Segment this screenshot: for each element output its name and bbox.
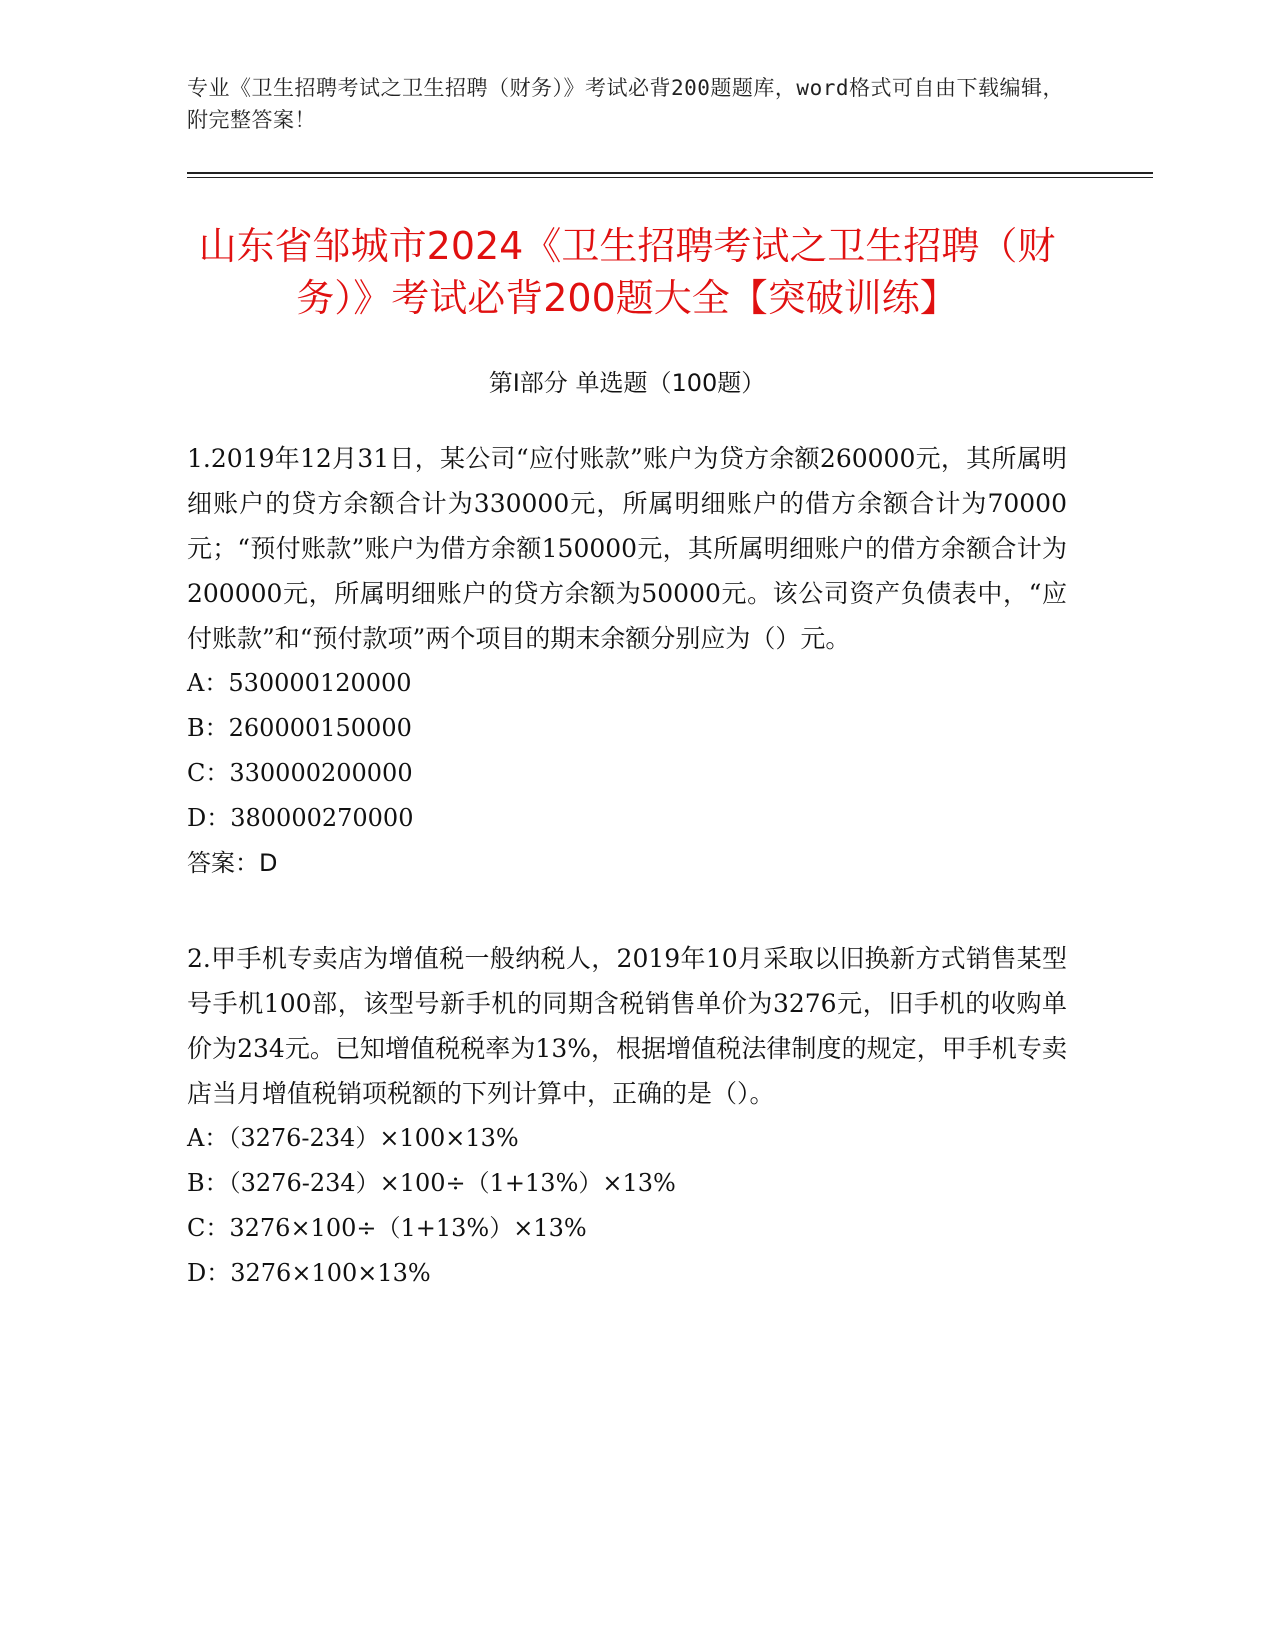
option-a: A：530000120000 <box>187 669 412 697</box>
question-2 <box>187 936 1087 1296</box>
option-b: B：260000150000 <box>187 714 412 742</box>
question-1 <box>187 436 1087 886</box>
option-d: D：3276×100×13% <box>187 1259 431 1287</box>
document-title: 山东省邹城市2024《卫生招聘考试之卫生招聘（财务）》考试必背200题大全【突破训练】 <box>198 224 1056 320</box>
option-a: A：（3276-234）×100×13% <box>187 1124 519 1152</box>
question-stem: 1.2019年12月31日，某公司“应付账款”账户为贷方余额260000元，其所属明细账户的贷方余额合计为330000元，所属明细账户的借方余额合计为70000元；“预付账款”账户为借方余额150000元，其所属明细账户的借方余额合计为200000元，所属明细账户的贷方余额为50000元。该公司资产负债表中，“应付账款”和“预付款项”两个项目的期末余额分别应为（）元。 <box>187 444 1067 653</box>
header-divider-thin <box>187 177 1153 178</box>
option-c: C：3276×100÷（1+13%）×13% <box>187 1214 587 1242</box>
document-page <box>187 72 1087 1296</box>
option-b: B：（3276-234）×100÷（1+13%）×13% <box>187 1169 676 1197</box>
section-title: 第Ⅰ部分 单选题（100题） <box>488 369 766 397</box>
option-c: C：330000200000 <box>187 759 413 787</box>
answer: 答案：D <box>187 849 278 877</box>
header-note: 专业《卫生招聘考试之卫生招聘（财务）》考试必背200题题库，word格式可自由下载编辑，附完整答案！ <box>187 76 1064 132</box>
header-divider-thick <box>187 172 1153 174</box>
question-stem: 2.甲手机专卖店为增值税一般纳税人，2019年10月采取以旧换新方式销售某型号手机100部，该型号新手机的同期含税销售单价为3276元，旧手机的收购单价为234元。已知增值税税率为13%，根据增值税法律制度的规定，甲手机专卖店当月增值税销项税额的下列计算中，正确的是（）。 <box>187 944 1067 1108</box>
option-d: D：380000270000 <box>187 804 414 832</box>
